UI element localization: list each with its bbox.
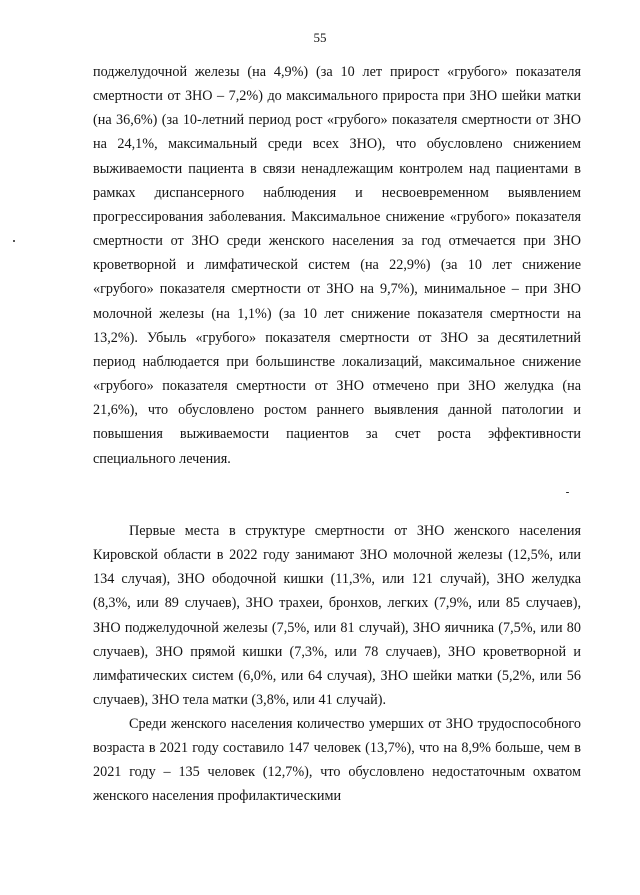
scan-speck xyxy=(566,492,569,493)
paragraph-working-age-mortality: Среди женского населения количество умерших от ЗНО трудоспособного возраста в 2021 году составило 147 человек (13,7%), что на 8,9% больше, чем в 2021 году – 135 человек (12,7%), что обусловлено недостаточным охватом женского населения профилактическими xyxy=(93,716,581,805)
paragraph-mortality-structure: Первые места в структуре смертности от ЗНО женского населения Кировской области в 2022 году занимают ЗНО молочной железы (12,5%, или 134 случая), ЗНО ободочной кишки (11,3%, или 121 случай), ЗНО желудка (8,3%, или 89 случаев), ЗНО трахеи, бронхов, легких (7,9%, или 85 случаев), ЗНО поджелудочной железы (7,5%, или 81 случай), ЗНО яичника (7,5%, или 80 случаев), ЗНО прямой кишки (7,3%, или 78 случаев), ЗНО кроветворной и лимфатических систем (6,0%, или 64 случая), ЗНО шейки матки (5,2%, или 56 случаев), ЗНО тела матки (3,8%, или 41 случай). xyxy=(93,523,581,709)
scan-speck xyxy=(13,240,15,242)
paragraph-mortality-dynamics: поджелудочной железы (на 4,9%) (за 10 лет прирост «грубого» показателя смертности от ЗНО – 7,2%) до максимального прироста при ЗНО шейки матки (на 36,6%) (за 10-летний период рост «грубого» показателя смертности от ЗНО на 24,1%, максимальный среди всех ЗНО), что обусловлено снижением выживаемости пациента в связи ненадлежащим контролем над пациентами в рамках диспансерного наблюдения и несвоевременном выявлением прогрессирования заболевания. Максимальное снижение «грубого» показателя смертности от ЗНО среди женского населения за год отмечается при ЗНО кроветворной и лимфатической систем (на 22,9%) (за 10 лет снижение «грубого» показателя смертности от ЗНО на 9,7%), минимальное – при ЗНО молочной железы (на 1,1%) (за 10 лет снижение показателя смертности на 13,2%). Убыль «грубого» показателя смертности от ЗНО за десятилетний период наблюдается при большинстве локализаций, максимальное снижение «грубого» показателя смертности от ЗНО отмечено при ЗНО желудка (на 21,6%), что обусловлено ростом раннего выявления данной патологии и повышения выживаемости пациентов за счет роста эффективности специального лечения. xyxy=(93,64,581,467)
page-number: 55 xyxy=(313,30,327,45)
